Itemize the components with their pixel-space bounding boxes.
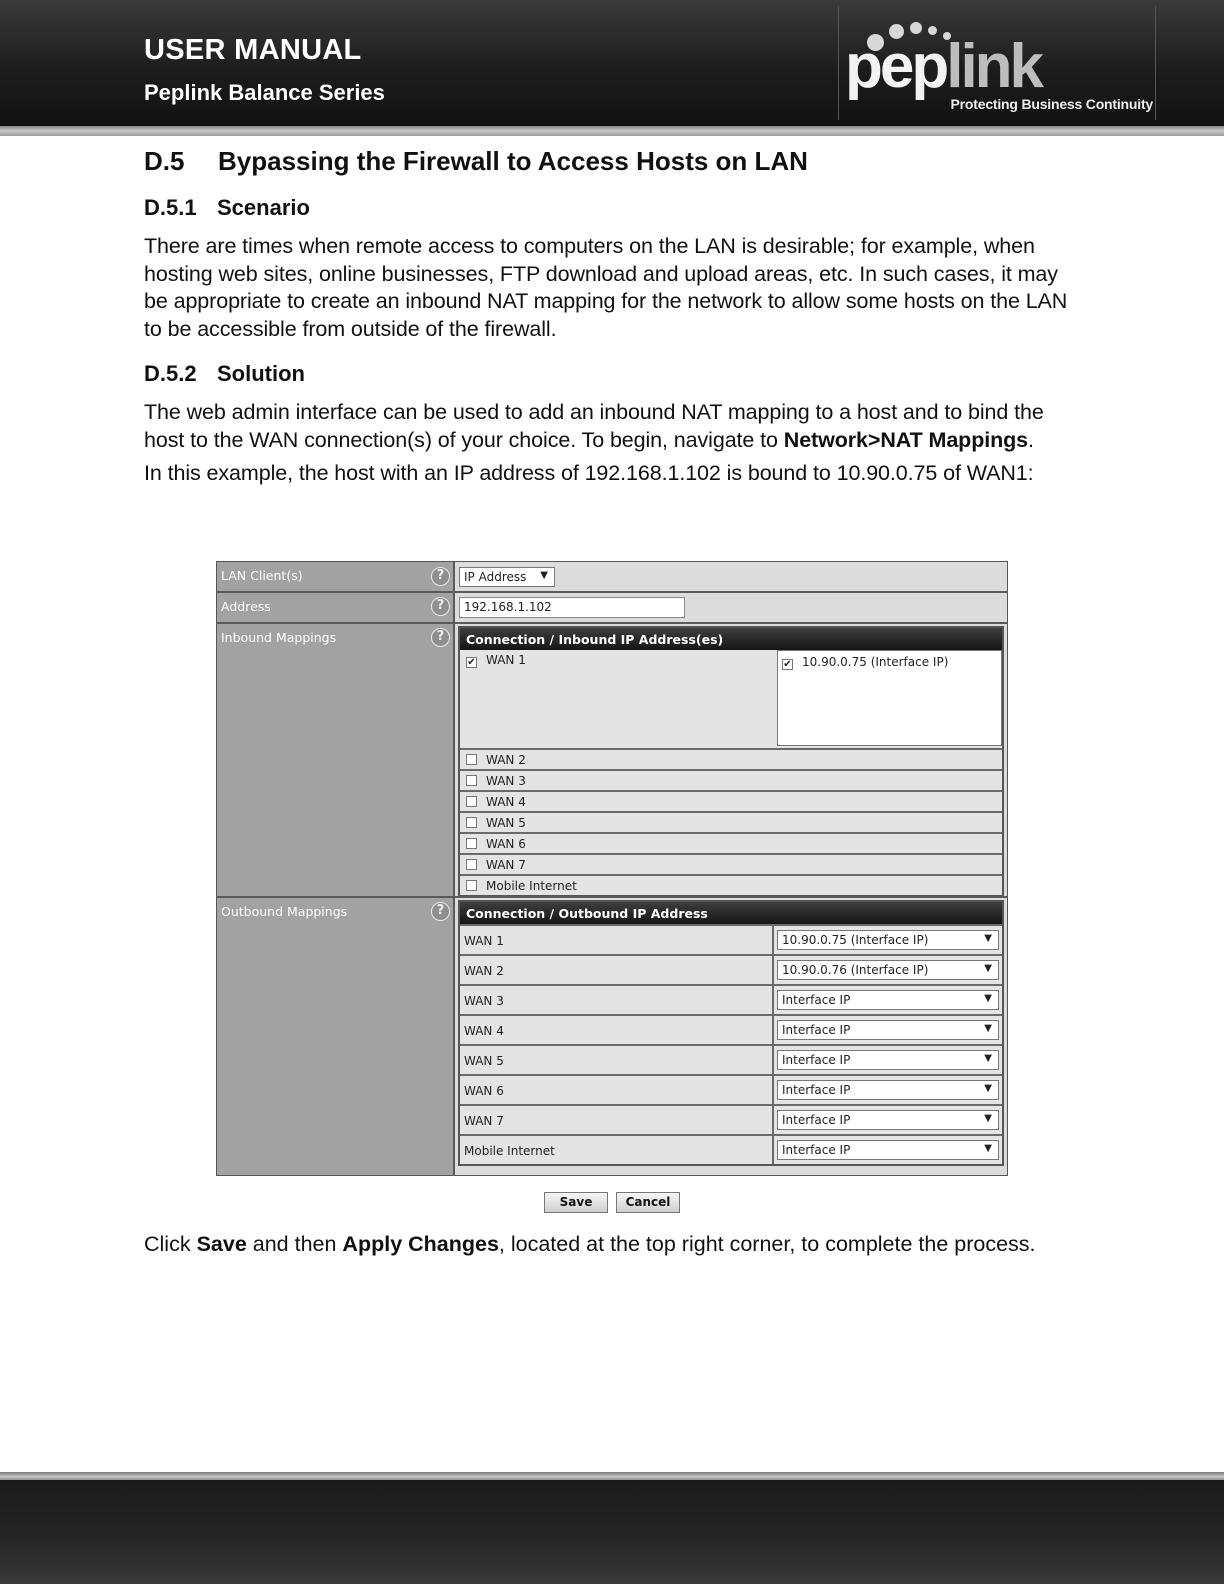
inbound-row: Mobile Internet xyxy=(460,874,1002,895)
logo-tagline: Protecting Business Continuity xyxy=(950,96,1153,112)
scenario-paragraph: There are times when remote access to computers on the LAN is desirable; for example, when hosting web sites, online businesses, FTP download and upload areas, etc. In such cases, it may be appropriate to create an inbound NAT mapping for the network to allow some hosts on the LAN to be accessible from outside of the firewall. xyxy=(144,234,1068,341)
inbound-checkbox[interactable] xyxy=(466,775,477,786)
inbound-checkbox[interactable] xyxy=(466,754,477,765)
page-content xyxy=(144,146,1084,488)
inbound-row: WAN 2 xyxy=(460,748,1002,769)
address-help-icon[interactable]: ? xyxy=(431,597,450,616)
outbound-row: WAN 4 Interface IP ▼ xyxy=(460,1014,1002,1044)
outbound-row: WAN 7 Interface IP ▼ xyxy=(460,1104,1002,1134)
address-label: Address xyxy=(221,599,271,614)
inbound-row: WAN 3 xyxy=(460,769,1002,790)
inbound-wan1-checkbox[interactable]: ✔ xyxy=(467,657,476,668)
outbound-grid xyxy=(458,900,1004,1166)
outbound-ip-select[interactable]: Interface IP ▼ xyxy=(777,1140,999,1160)
header-rule xyxy=(0,126,1224,136)
inbound-mappings-label: Inbound Mappings xyxy=(221,630,337,645)
example-paragraph: In this example, the host with an IP address of 192.168.1.102 is bound to 10.90.0.75 of WAN1: xyxy=(144,461,1034,485)
inbound-row: WAN 4 xyxy=(460,790,1002,811)
lan-clients-select[interactable]: IP Address ▼ xyxy=(459,567,555,587)
solution-title: Solution xyxy=(217,361,305,386)
outbound-ip-select[interactable]: Interface IP ▼ xyxy=(777,1020,999,1040)
solution-number: D.5.2 xyxy=(144,361,197,386)
outbound-ip-select[interactable]: 10.90.0.75 (Interface IP) ▼ xyxy=(777,930,999,950)
outbound-row: Mobile Internet Interface IP ▼ xyxy=(460,1134,1002,1164)
scenario-title: Scenario xyxy=(217,195,310,220)
peplink-logo xyxy=(838,6,1156,120)
outbound-ip-select[interactable]: Interface IP ▼ xyxy=(777,1110,999,1130)
save-button[interactable]: Save xyxy=(544,1192,608,1213)
outbound-ip-select[interactable]: 10.90.0.76 (Interface IP) ▼ xyxy=(777,960,999,980)
outbound-help-icon[interactable]: ? xyxy=(431,902,450,921)
outbound-mappings-label: Outbound Mappings xyxy=(221,904,348,919)
lan-clients-cell xyxy=(453,562,1007,592)
nat-form-table xyxy=(216,561,1008,1176)
inbound-checkbox[interactable] xyxy=(466,817,477,828)
section-number: D.5 xyxy=(144,146,185,176)
inbound-grid-header: Connection / Inbound IP Address(es) xyxy=(460,628,1002,650)
inbound-ip-checkbox[interactable]: ✔ xyxy=(783,659,792,670)
inbound-ip-list xyxy=(777,650,1002,746)
inbound-grid xyxy=(458,626,1004,897)
inbound-row: WAN 5 xyxy=(460,811,1002,832)
closing-paragraph: Click Save and then Apply Changes, located at the top right corner, to complete the process. xyxy=(144,1232,1036,1256)
inbound-mappings-cell xyxy=(453,624,1007,896)
nat-mapping-screenshot xyxy=(216,561,1008,1219)
outbound-row: WAN 6 Interface IP ▼ xyxy=(460,1074,1002,1104)
scenario-heading xyxy=(144,195,1084,221)
inbound-checkbox[interactable] xyxy=(466,838,477,849)
address-cell xyxy=(453,593,1007,623)
page-header xyxy=(0,0,1224,128)
scenario-number: D.5.1 xyxy=(144,195,197,220)
section-heading xyxy=(144,146,1084,177)
inbound-ip-label: 10.90.0.75 (Interface IP) xyxy=(802,655,949,669)
solution-heading xyxy=(144,361,1084,387)
outbound-row: WAN 2 10.90.0.76 (Interface IP) ▼ xyxy=(460,954,1002,984)
inbound-wan1-row xyxy=(460,650,1002,748)
outbound-mappings-cell xyxy=(453,898,1007,1175)
series-title: Peplink Balance Series xyxy=(144,80,385,105)
cancel-button[interactable]: Cancel xyxy=(616,1192,680,1213)
footer-rule xyxy=(0,1472,1224,1480)
outbound-row: WAN 1 10.90.0.75 (Interface IP) ▼ xyxy=(460,924,1002,954)
logo-wordmark: peplink xyxy=(845,32,1042,101)
inbound-row: WAN 6 xyxy=(460,832,1002,853)
outbound-ip-select[interactable]: Interface IP ▼ xyxy=(777,1050,999,1070)
inbound-wan1-label: WAN 1 xyxy=(486,653,526,667)
apply-changes-emphasis: Apply Changes xyxy=(342,1232,499,1256)
nav-path: Network>NAT Mappings xyxy=(783,427,1029,452)
manual-title: USER MANUAL xyxy=(144,34,362,66)
inbound-checkbox[interactable] xyxy=(466,796,477,807)
lan-clients-label: LAN Client(s) xyxy=(221,568,303,583)
inbound-checkbox[interactable] xyxy=(466,880,477,891)
outbound-row: WAN 5 Interface IP ▼ xyxy=(460,1044,1002,1074)
page-footer xyxy=(0,1480,1224,1584)
address-input[interactable]: 192.168.1.102 xyxy=(459,597,685,618)
solution-paragraph: The web admin interface can be used to add an inbound NAT mapping to a host and to bind the host to the WAN connection(s) of your choice. To begin, navigate to Network>NAT Mappings. xyxy=(144,400,1044,452)
outbound-ip-select[interactable]: Interface IP ▼ xyxy=(777,1080,999,1100)
save-emphasis: Save xyxy=(196,1232,247,1256)
inbound-help-icon[interactable]: ? xyxy=(431,628,450,647)
outbound-ip-select[interactable]: Interface IP ▼ xyxy=(777,990,999,1010)
inbound-row: WAN 7 xyxy=(460,853,1002,874)
section-title: Bypassing the Firewall to Access Hosts on LAN xyxy=(218,146,808,176)
outbound-grid-header: Connection / Outbound IP Address xyxy=(460,902,1002,924)
lan-clients-help-icon[interactable]: ? xyxy=(431,567,450,586)
outbound-row: WAN 3 Interface IP ▼ xyxy=(460,984,1002,1014)
inbound-checkbox[interactable] xyxy=(466,859,477,870)
